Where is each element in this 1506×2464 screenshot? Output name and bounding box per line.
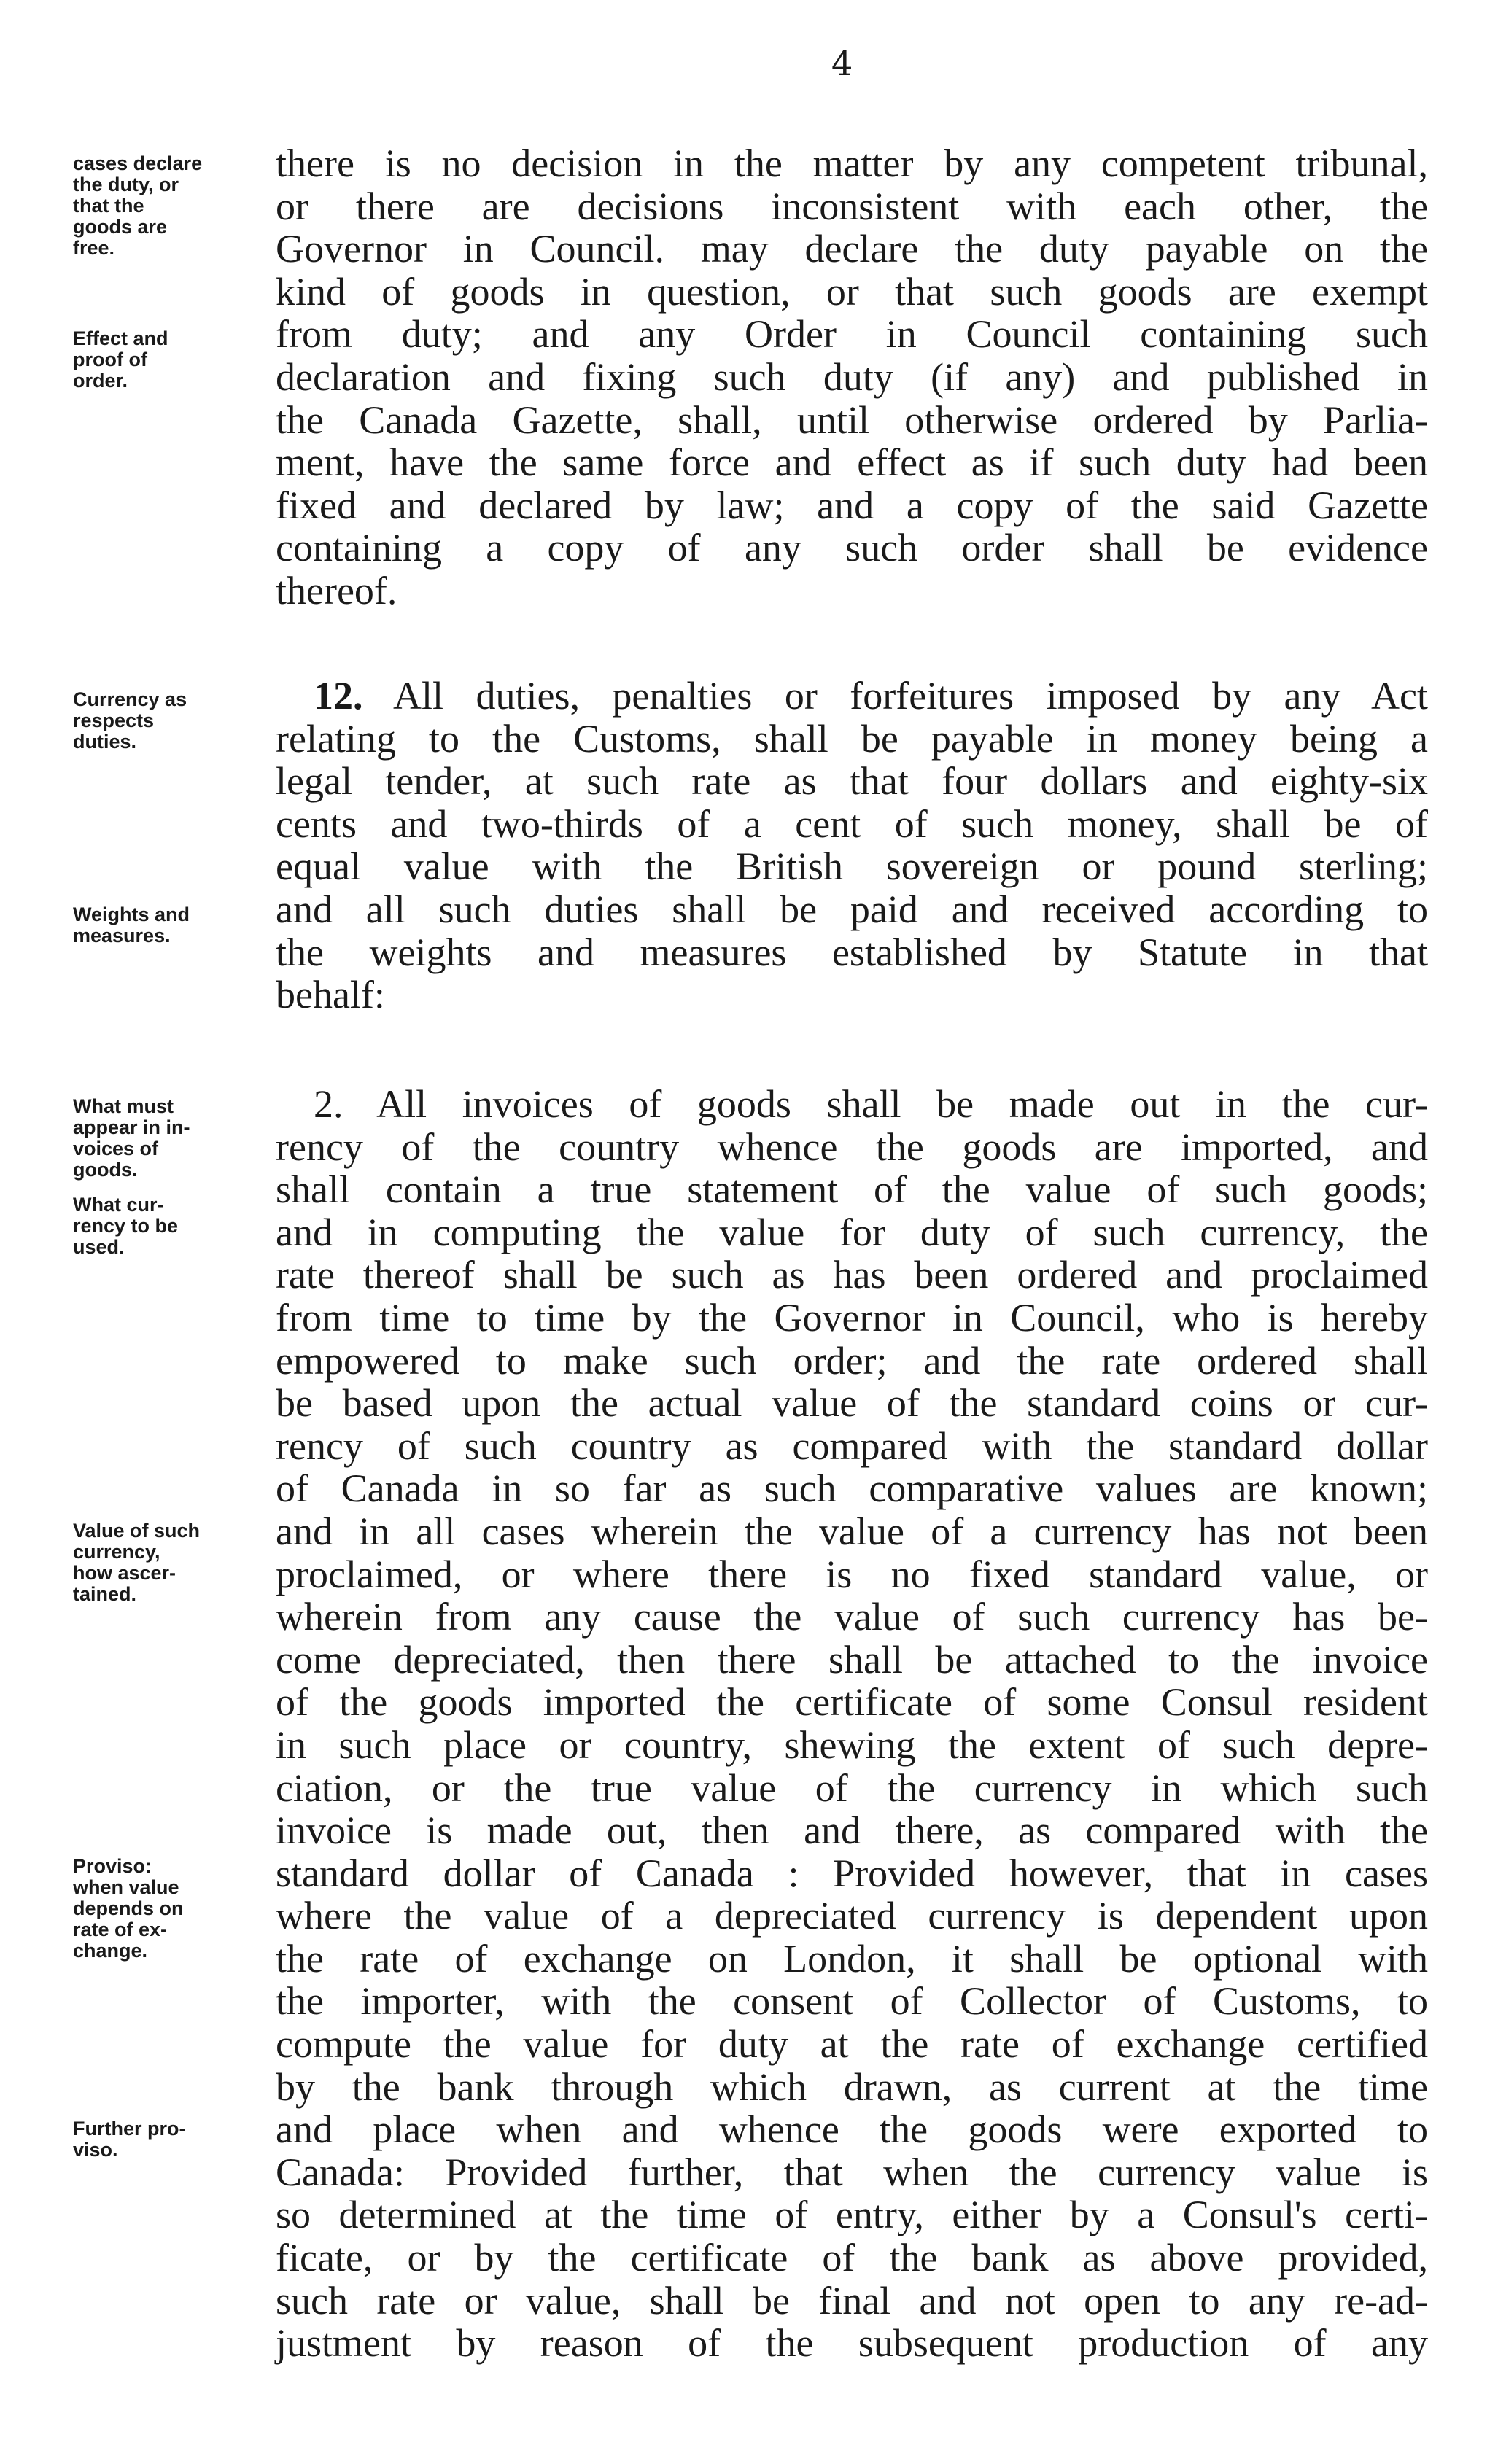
text-line: Canada: Provided further, that when the currency value is <box>276 2150 1428 2194</box>
margin-note-line: rency to be <box>73 1215 179 1237</box>
section-12 <box>276 675 1428 1017</box>
text-line: of the goods imported the certificate of some Consul resident <box>276 1680 1428 1725</box>
margin-note-line: respects <box>73 710 155 731</box>
text-line: the Canada Gazette, shall, until otherwise ordered by Parlia- <box>276 397 1428 442</box>
margin-note-line: order. <box>73 370 128 392</box>
margin-note-effect-proof <box>73 328 168 392</box>
margin-note-line: voices of <box>73 1138 159 1159</box>
section-number: 12. <box>314 674 363 718</box>
margin-note-line: What must <box>73 1095 174 1117</box>
margin-note-line: duties. <box>73 731 137 753</box>
text-line: and place when and whence the goods were exported to <box>276 2107 1428 2152</box>
margin-note-line: free. <box>73 237 115 259</box>
text-line: be based upon the actual value of the standard coins or cur- <box>276 1381 1428 1426</box>
text-line: from duty; and any Order in Council containing such <box>276 312 1428 357</box>
margin-note-line: how ascer- <box>73 1562 176 1584</box>
text-line: fixed and declared by law; and a copy of the said Gazette <box>276 483 1428 527</box>
page-number: 4 <box>831 44 853 83</box>
margin-note-line: viso. <box>73 2139 118 2161</box>
text-line: ment, have the same force and effect as if such duty had been <box>276 440 1428 485</box>
margin-note-currency-used <box>73 1194 178 1258</box>
text-line: by the bank through which drawn, as current at the time <box>276 2064 1428 2109</box>
text-line: and in all cases wherein the value of a currency has not been <box>276 1509 1428 1553</box>
margin-note-line: Further pro- <box>73 2118 186 2140</box>
text-line: come depreciated, then there shall be attached to the invoice <box>276 1637 1428 1682</box>
text-line-body: All duties, penalties or forfeitures imposed by any Act <box>362 674 1428 718</box>
margin-note-line: cases declare <box>73 152 203 174</box>
margin-note-line: used. <box>73 1236 125 1258</box>
margin-note-line: change. <box>73 1940 148 1962</box>
text-line: there is no decision in the matter by any competent tribunal, <box>276 141 1428 185</box>
text-line <box>276 675 1428 718</box>
text-line: or there are decisions inconsistent with each other, the <box>276 184 1428 228</box>
margin-note-line: currency, <box>73 1541 160 1563</box>
text-line: thereof. <box>276 568 397 613</box>
margin-note-currency-duties <box>73 689 187 753</box>
text-line: legal tender, at such rate as that four dollars and eighty-six <box>276 759 1428 804</box>
text-line: in such place or country, shewing the extent of such depre- <box>276 1722 1428 1767</box>
subsection-2 <box>276 1083 1428 2365</box>
margin-note-line: Value of such <box>73 1520 201 1542</box>
text-line: and all such duties shall be paid and received according to <box>276 887 1428 931</box>
margin-note-proviso-exchange <box>73 1856 184 1962</box>
text-line: ficate, or by the certificate of the bank as above provided, <box>276 2236 1428 2280</box>
text-line: containing a copy of any such order shall be evidence <box>276 526 1428 570</box>
text-line: the rate of exchange on London, it shall be optional with <box>276 1936 1428 1981</box>
text-line: 2. All invoices of goods shall be made out in the cur- <box>314 1082 1428 1126</box>
text-line: the importer, with the consent of Collector of Customs, to <box>276 1979 1428 2024</box>
margin-note-line: goods. <box>73 1159 138 1181</box>
margin-note-line: tained. <box>73 1583 137 1605</box>
margin-note-value-ascertained <box>73 1520 200 1605</box>
text-line: ciation, or the true value of the currency in which such <box>276 1765 1428 1810</box>
margin-note-line: that the <box>73 195 144 217</box>
text-line: cents and two-thirds of a cent of such money, shall be of <box>276 801 1428 846</box>
margin-note-invoices <box>73 1096 190 1181</box>
margin-note-line: What cur- <box>73 1194 164 1216</box>
margin-note-further-proviso <box>73 2118 186 2161</box>
text-line: invoice is made out, then and there, as compared with the <box>276 1808 1428 1853</box>
text-line: declaration and fixing such duty (if any) and published in <box>276 354 1428 399</box>
paragraph-continuation <box>276 142 1428 613</box>
text-line: such rate or value, shall be final and not open to any re-ad- <box>276 2278 1428 2323</box>
text-line: proclaimed, or where there is no fixed standard value, or <box>276 1552 1428 1596</box>
margin-note-line: goods are <box>73 216 168 238</box>
text-line: behalf: <box>276 973 385 1017</box>
text-line: justment by reason of the subsequent production of any <box>276 2321 1428 2366</box>
text-line: kind of goods in question, or that such goods are exempt <box>276 269 1428 314</box>
text-line: of Canada in so far as such comparative values are known; <box>276 1466 1428 1511</box>
margin-note-line: Effect and <box>73 327 168 349</box>
text-line: shall contain a true statement of the value of such goods; <box>276 1167 1428 1212</box>
text-line: wherein from any cause the value of such currency has be- <box>276 1595 1428 1639</box>
text-line: empowered to make such order; and the rate ordered shall <box>276 1338 1428 1383</box>
text-line: rate thereof shall be such as has been ordered and proclaimed <box>276 1253 1428 1297</box>
text-line: relating to the Customs, shall be payable in money being a <box>276 716 1428 761</box>
margin-note-line: appear in in- <box>73 1116 190 1138</box>
text-line: the weights and measures established by Statute in that <box>276 930 1428 974</box>
margin-note-line: Currency as <box>73 688 187 710</box>
margin-note-line: Weights and <box>73 903 190 925</box>
text-line: where the value of a depreciated currency is dependent upon <box>276 1894 1428 1938</box>
margin-note-declare-duty <box>73 153 202 259</box>
text-line: compute the value for duty at the rate of exchange certified <box>276 2022 1428 2067</box>
text-line: and in computing the value for duty of such currency, the <box>276 1210 1428 1254</box>
margin-note-line: proof of <box>73 349 147 370</box>
margin-note-line: depends on <box>73 1897 184 1919</box>
text-line: from time to time by the Governor in Council, who is hereby <box>276 1295 1428 1340</box>
margin-note-weights-measures <box>73 904 190 947</box>
margin-note-line: the duty, or <box>73 174 179 195</box>
margin-note-line: Proviso: <box>73 1855 152 1877</box>
text-line: standard dollar of Canada : Provided however, that in cases <box>276 1851 1428 1895</box>
text-line: rency of the country whence the goods are imported, and <box>276 1124 1428 1169</box>
margin-note-line: when value <box>73 1876 179 1898</box>
text-line: Governor in Council. may declare the duty payable on the <box>276 227 1428 271</box>
text-line: equal value with the British sovereign or pound sterling; <box>276 844 1428 889</box>
margin-note-line: rate of ex- <box>73 1919 168 1940</box>
text-line: rency of such country as compared with the standard dollar <box>276 1423 1428 1468</box>
text-line: so determined at the time of entry, either by a Consul's certi- <box>276 2193 1428 2237</box>
margin-note-line: measures. <box>73 925 171 947</box>
